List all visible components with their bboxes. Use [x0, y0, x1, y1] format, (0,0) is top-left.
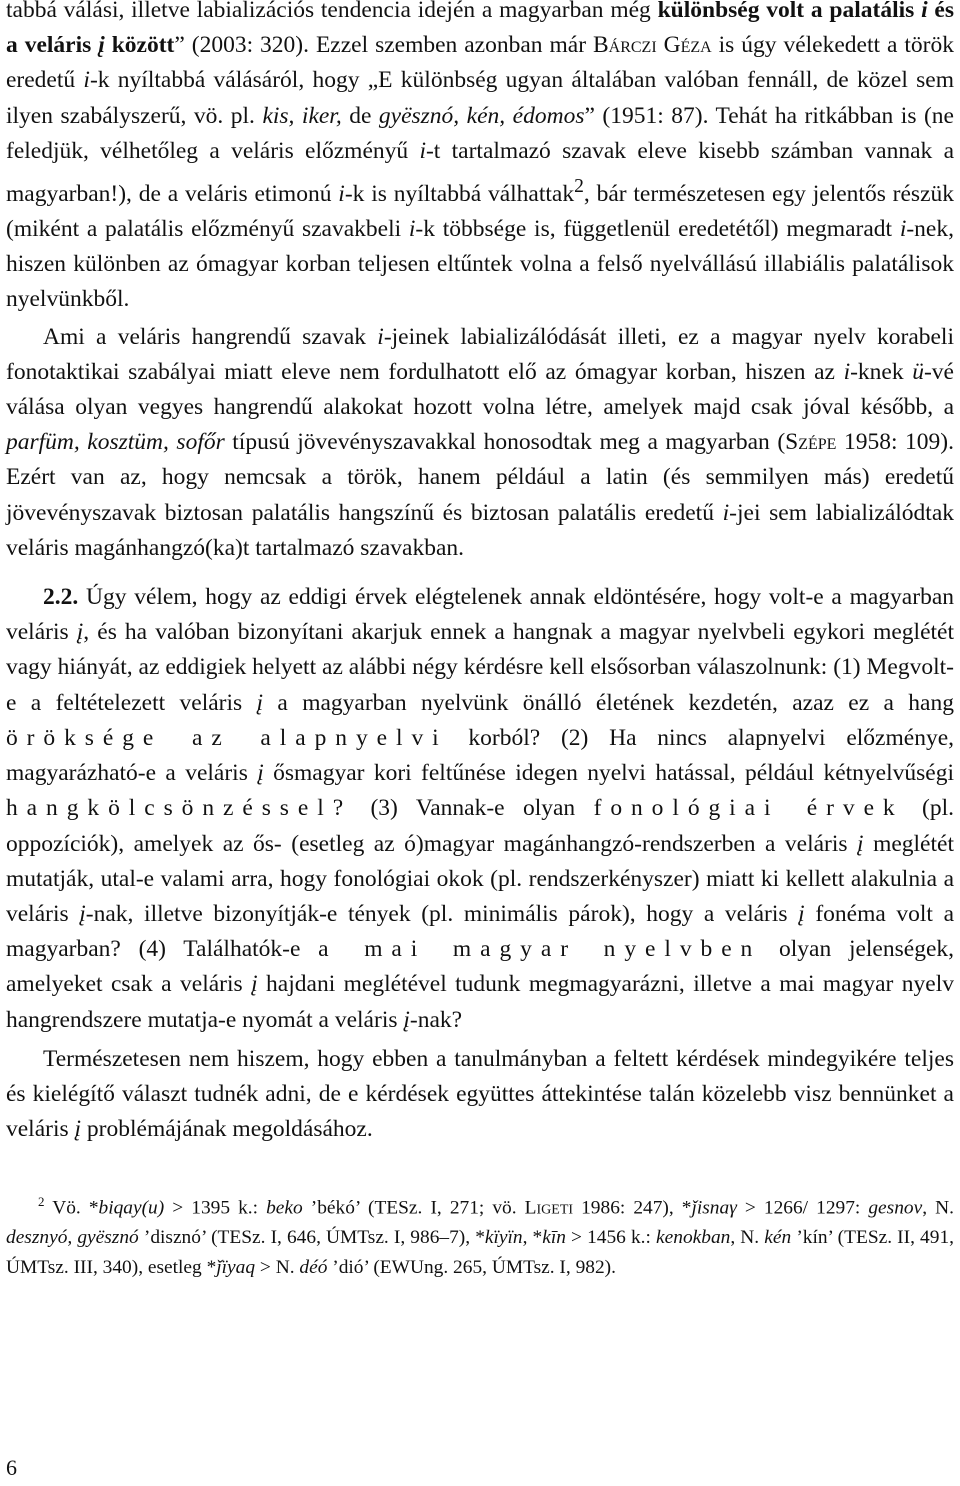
text-segment: kén [764, 1227, 792, 1249]
text-segment: -k nyíltabbá válásáról, hogy „E különbség ugyan általában valóban fennáll, de közel sem ilyen szabályszerű, vö. pl. [6, 67, 954, 129]
text-segment: desznyó, gyësznó [6, 1227, 139, 1249]
text-segment: i [921, 0, 928, 23]
text-segment: Ami a veláris hangrendű szavak [43, 323, 378, 350]
text-segment: de [349, 102, 379, 129]
text-segment: problémájának megoldásához. [81, 1116, 373, 1143]
text-segment: , N. [730, 1227, 765, 1249]
text-segment: -vé válása olyan vegyes hangrendű alakokat hozott volna létre, amelyek majd csak jóval később, a [6, 358, 954, 421]
text-segment: fonéma volt a magyarban? (4) Találhatók-e [6, 900, 954, 963]
text-segment: fonológiai érvek [593, 795, 904, 822]
text-segment: és a veláris [6, 0, 955, 59]
text-segment: -nak? [409, 1006, 463, 1033]
text-segment: is úgy vélekedett a török eredetű [6, 32, 954, 94]
text-segment: , és ha valóban bizonyítani akarjuk ennek a hangnak a magyar nyelvbeli egykori meglétét vagy hiányát, az eddigiek helyett az alábbi négy kérdésre kell elsősorban válaszolnunk: (1) Megvolt-e a feltételezett veláris [6, 619, 955, 716]
text-segment: į [76, 619, 84, 646]
text-segment: a mai magyar nyelvben [318, 936, 762, 963]
text-segment: (3) Vannak-e olyan [352, 795, 594, 822]
text-segment: korból? (2) Ha nincs alapnyelvi előzménye, magyarázható-e a veláris [6, 724, 954, 787]
text-segment: ’kín’ (TESz. II, 491, ÚMTsz. III, 340), esetleg * [6, 1227, 954, 1278]
text-segment: -t tartalmazó szavak eleve kisebb számban vannak a magyarban!), de a veláris etimonú [6, 137, 955, 207]
text-segment: Ezért van az, hogy nemcsak a török, hanem például a latin (és semmilyen más) eredetű jövevényszavak biztosan palatális hangszínű és biztosan palatális eredetű [6, 464, 954, 526]
text-segment: į [798, 900, 805, 927]
text-segment: Ligeti [524, 1197, 574, 1219]
text-segment: beko [266, 1197, 303, 1219]
text-segment: Bárczi Géza [592, 32, 712, 59]
text-segment: į [257, 760, 264, 787]
text-segment: Úgy vélem, hogy az eddigi érvek elégtelenek annak eldöntésére, hogy volt-e a magyarban veláris [6, 584, 954, 646]
text-segment: tabbá válási, illetve labializációs tendencia idején a magyarban még [6, 0, 658, 23]
text-segment: i [419, 137, 426, 164]
text-segment: ü [912, 358, 924, 385]
text-segment: Szépe [785, 429, 837, 456]
text-segment: ” (1951: 87). [584, 102, 716, 129]
text-segment: Tehát ha ritkábban is (ne feledjük, vélhetőleg a veláris előzményű [6, 102, 954, 164]
body-paragraph [6, 1042, 954, 1148]
text-segment: i [899, 216, 907, 243]
text-segment: déó [299, 1256, 328, 1278]
body-paragraph [6, 580, 954, 1038]
text-segment: , bár természetesen egy jelentős részük (miként a palatális előzményű szavakbeli [6, 180, 954, 243]
text-segment: 2.2. [43, 584, 79, 611]
text-segment: meglétét mutatják, utal-e valami arra, hogy fonológiai okok (pl. rendszerkényszer) miatt ki kellett alakulnia a veláris [6, 830, 954, 927]
text-segment: -knek [850, 358, 913, 385]
text-segment: i [83, 67, 90, 94]
text-segment: > 1395 k.: [164, 1197, 267, 1219]
text-segment: kenokban [656, 1227, 731, 1249]
text-segment: biqay(u) [98, 1197, 165, 1219]
text-segment: -k is nyíltabbá válhattak [344, 180, 575, 207]
text-segment: hajdani meglétével tudunk megmagyarázni, illetve a mai magyar nyelv hangrendszere mutatja-e nyomát a veláris [6, 971, 955, 1033]
text-segment: -nek, hiszen különben az ómagyar korban teljesen eltűntek volna a felső nyelvállású illabiális palatálisok nyelvünkből. [6, 216, 954, 313]
text-segment: i [338, 180, 345, 207]
text-segment: i [722, 499, 730, 526]
text-segment: kïyïn [484, 1227, 523, 1249]
text-segment: > N. [255, 1256, 300, 1278]
text-segment: között [104, 32, 175, 59]
text-segment: į [74, 1116, 82, 1143]
text-segment: -nak, illetve bizonyítják-e tények (pl. minimális párok), hogy a veláris [85, 900, 799, 927]
text-segment: típusú jövevényszavakkal honosodtak meg a magyarban ( [224, 429, 786, 456]
text-segment: ősmagyar kori feltűnése idegen nyelvi hatással, például kétnyelvűségi [263, 760, 954, 787]
text-segment: i [408, 216, 416, 243]
text-segment: kis, iker, [262, 102, 350, 129]
text-segment: olyan jelenségek, amelyeket csak a veláris [6, 936, 954, 998]
text-segment: -jeinek labializálódását illeti, ez a magyar nyelv korabeli fonotaktikai szabályai miatt eleve nem fordulhatott elő az ómagyar korban, hiszen az [6, 323, 954, 385]
text-segment: ǰïyaq [216, 1256, 256, 1278]
text-segment: hangkölcsönzéssel? [6, 795, 353, 822]
text-segment: į [79, 900, 86, 927]
text-segment: > 1456 k.: [565, 1227, 657, 1249]
text-segment: Ezzel szemben azonban már [315, 32, 593, 59]
text-segment: -k többsége is, függetlenül eredetétől) megmaradt [415, 216, 900, 243]
page-number: 6 [6, 1455, 17, 1480]
text-segment: gesnov [868, 1197, 923, 1219]
text-segment: ’disznó’ (TESz. I, 646, ÚMTsz. I, 986–7), * [138, 1227, 485, 1249]
text-segment: parfüm, kosztüm, sofőr [6, 429, 225, 456]
body-paragraph [6, 0, 954, 318]
footnote-text [6, 1198, 954, 1278]
text-segment: 1986: 247), * [573, 1197, 692, 1219]
text-segment: į [251, 971, 258, 998]
text-segment: 1958: 109). [836, 429, 954, 456]
text-segment: ǰisnaγ [691, 1197, 737, 1219]
document-page [6, 0, 954, 1486]
text-segment: > 1266/ 1297: [736, 1197, 869, 1219]
text-segment: -jei sem labializálódtak veláris magánhangzó(ka)t tartalmazó szavakban. [6, 499, 954, 561]
text-segment: , * [522, 1227, 543, 1249]
text-segment: į [256, 689, 264, 716]
text-segment: gyësznó, kén, édomos [378, 102, 585, 129]
text-segment: ’dió’ (EWUng. 265, ÚMTsz. I, 982). [327, 1256, 616, 1278]
text-segment: a magyarban nyelvünk önálló életének kezdetén, azaz ez a hang [263, 689, 954, 716]
text-segment: öröksége az alapnyelvi [6, 724, 448, 751]
text-segment: kīn [542, 1227, 566, 1249]
text-segment: ” (2003: 320). [174, 32, 316, 59]
footnote-reference: 2 [574, 176, 584, 198]
footnote [6, 1187, 954, 1282]
text-segment: į [98, 32, 105, 59]
text-segment: i [843, 358, 851, 385]
text-segment: különbség volt a palatális [657, 0, 922, 23]
text-segment: , N. [922, 1197, 954, 1219]
text-segment: į [857, 830, 864, 857]
text-segment: ’békó’ (TESz. I, 271; vö. [302, 1197, 525, 1219]
body-paragraph [6, 320, 954, 566]
footnote-number: 2 [38, 1194, 45, 1210]
text-segment: i [377, 323, 384, 350]
text-segment: į [403, 1006, 410, 1033]
text-segment: Vö. * [44, 1197, 99, 1219]
text-segment: (pl. oppozíciók), amelyek az ős- (esetleg az ó)magyar magánhangzó-rendszerben a veláris [6, 795, 954, 857]
text-segment: Természetesen nem hiszem, hogy ebben a tanulmányban a feltett kérdések mindegyikére teljes és kielégítő választ tudnék adni, de e kérdések együttes áttekintése talán közelebb visz bennünket a veláris [6, 1045, 954, 1143]
